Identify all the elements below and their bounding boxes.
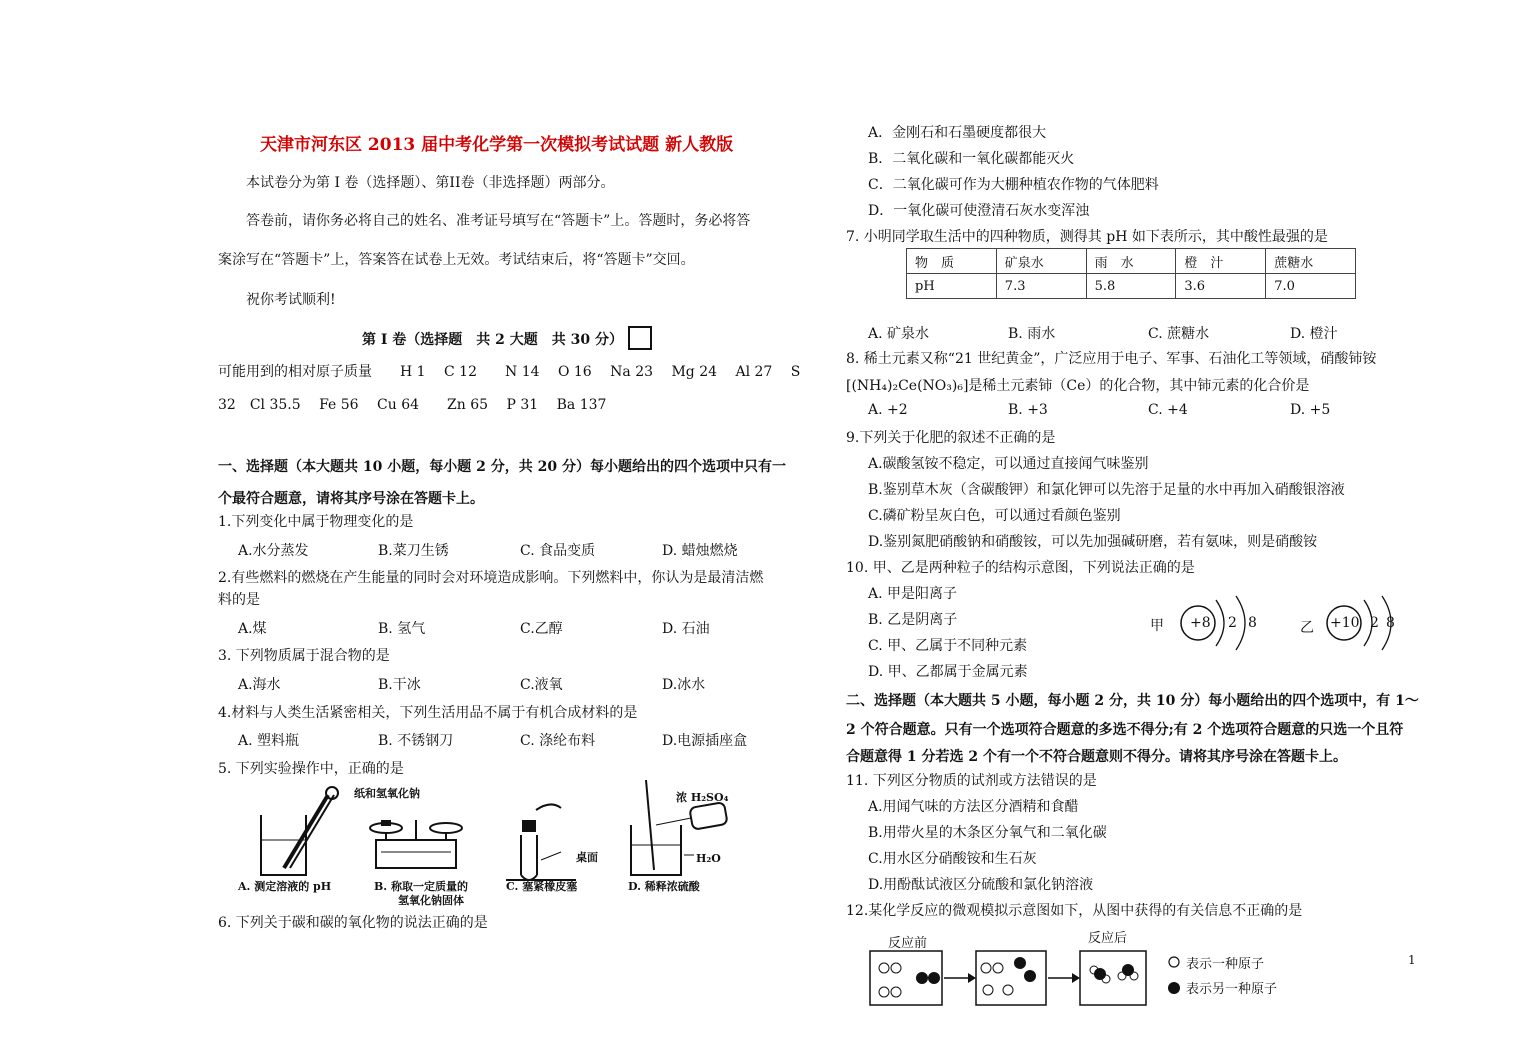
q8-stem-1: 8. 稀土元素又称“21 世纪黄金”，广泛应用于电子、军事、石油化工等领域，硝酸铈铵 <box>846 351 1377 367</box>
section2-line3: 合题意得 1 分若选 2 个有一个不符合题意则不得分。请将其序号涂在答题卡上。 <box>846 749 1347 765</box>
q2-option-c: C.乙醇 <box>520 621 563 637</box>
q5-label-water: H₂O <box>696 852 721 865</box>
atomic-mass-line1: 可能用到的相对原子质量 H 1 C 12 N 14 O 16 Na 23 Mg 24 Al 27 S <box>218 364 801 380</box>
balance-icon <box>370 820 462 868</box>
intro-p3: 祝你考试顺利! <box>246 292 336 308</box>
q2-option-a: A.煤 <box>238 621 267 637</box>
q10-option-b: B. 乙是阴离子 <box>868 612 958 628</box>
q11-option-a: A.用闻气味的方法区分酒精和食醋 <box>868 799 1079 815</box>
q5-caption-b1: B. 称取一定质量的 <box>374 880 468 893</box>
q4-option-a: A. 塑料瓶 <box>238 733 300 749</box>
exam-title: 天津市河东区 2013 届中考化学第一次模拟考试试题 新人教版 <box>260 135 734 155</box>
section2-line1: 二、选择题（本大题共 5 小题，每小题 2 分，共 10 分）每小题给出的四个选项中，有 1～ <box>846 693 1419 709</box>
q8-stem-2: [(NH₄)₂Ce(NO₃)₆]是稀土元素铈（Ce）的化合物，其中铈元素的化合价是 <box>846 378 1310 394</box>
table-cell: 橙 汁 <box>1176 249 1266 274</box>
q1-option-c: C. 食品变质 <box>520 543 596 559</box>
q10-option-a: A. 甲是阳离子 <box>868 586 958 602</box>
q11-option-b: B.用带火星的木条区分氧气和二氧化碳 <box>868 825 1107 841</box>
q5-caption-a: A. 测定溶液的 pH <box>238 880 332 893</box>
table-cell: 3.6 <box>1176 274 1266 299</box>
q12-legend-black: 表示另一种原子 <box>1186 982 1278 997</box>
q5-label-acid: 浓 H₂SO₄ <box>676 791 729 804</box>
q9-stem: 9.下列关于化肥的叙述不正确的是 <box>846 430 1056 446</box>
q3-option-d: D.冰水 <box>662 677 706 693</box>
q3-stem: 3. 下列物质属于混合物的是 <box>218 648 390 664</box>
atomic-mass-line2: 32 Cl 35.5 Fe 56 Cu 64 Zn 65 P 31 Ba 137 <box>218 397 607 413</box>
q5-caption-d: D. 稀释浓硫酸 <box>628 880 700 893</box>
yi-label: 乙 <box>1300 620 1314 636</box>
q7-option-b: B. 雨水 <box>1008 326 1056 342</box>
yi-shell-1: 2 <box>1370 615 1379 631</box>
q4-option-d: D.电源插座盒 <box>662 733 748 749</box>
q12-after-label: 反应后 <box>1088 931 1128 946</box>
q7-stem: 7. 小明同学取生活中的四种物质，测得其 pH 如下表所示，其中酸性最强的是 <box>846 229 1328 245</box>
table-cell: 蔗糖水 <box>1266 249 1356 274</box>
q8-option-b: B. +3 <box>1008 402 1048 418</box>
q11-stem: 11. 下列区分物质的试剂或方法错误的是 <box>846 773 1097 789</box>
q11-option-c: C.用水区分硝酸铵和生石灰 <box>868 851 1037 867</box>
q3-option-b: B.干冰 <box>378 677 421 693</box>
q9-option-d: D.鉴别氮肥硝酸钠和硝酸铵，可以先加强碱研磨，若有氨味，则是硝酸铵 <box>868 534 1318 550</box>
table-cell: 7.0 <box>1266 274 1356 299</box>
table-cell: pH <box>907 274 997 299</box>
q5-experiment-figures <box>236 780 736 885</box>
q4-option-b: B. 不锈钢刀 <box>378 733 454 749</box>
table-cell: 7.3 <box>996 274 1086 299</box>
score-box <box>628 326 652 350</box>
section1-line1: 一、选择题（本大题共 10 小题，每小题 2 分，共 20 分）每小题给出的四个选项中只有一 <box>218 459 786 475</box>
q5-stem: 5. 下列实验操作中，正确的是 <box>218 761 404 777</box>
q11-option-d: D.用酚酞试液区分硫酸和氯化钠溶液 <box>868 877 1094 893</box>
q12-legend-markers <box>1166 954 1182 998</box>
page-number: 1 <box>1408 953 1416 967</box>
jia-nucleus: +8 <box>1190 615 1211 631</box>
q1-option-a: A.水分蒸发 <box>238 543 309 559</box>
q2-option-b: B. 氢气 <box>378 621 426 637</box>
intro-p2b: 案涂写在“答题卡”上，答案答在试卷上无效。考试结束后，将“答题卡”交回。 <box>218 252 695 268</box>
q7-option-c: C. 蔗糖水 <box>1148 326 1210 342</box>
q10-option-d: D. 甲、乙都属于金属元素 <box>868 664 1028 680</box>
q6-option-c: C．二氧化碳可作为大棚种植农作物的气体肥料 <box>868 177 1159 193</box>
q9-option-a: A.碳酸氢铵不稳定，可以通过直接闻气味鉴别 <box>868 456 1149 472</box>
test-tube-icon <box>506 804 576 880</box>
q2-stem-2: 料的是 <box>218 592 260 608</box>
yi-shell-2: 8 <box>1386 615 1395 631</box>
table-cell: 物 质 <box>907 249 997 274</box>
q12-before-label: 反应前 <box>888 936 928 951</box>
q4-stem: 4.材料与人类生活紧密相关，下列生活用品不属于有机合成材料的是 <box>218 705 638 721</box>
jia-label: 甲 <box>1150 618 1164 634</box>
q3-option-c: C.液氧 <box>520 677 563 693</box>
q4-option-c: C. 涤纶布料 <box>520 733 596 749</box>
q7-ph-table <box>906 248 1356 299</box>
q1-stem: 1.下列变化中属于物理变化的是 <box>218 514 414 530</box>
jia-shell-2: 8 <box>1248 615 1257 631</box>
table-row <box>907 249 1356 274</box>
q10-option-c: C. 甲、乙属于不同种元素 <box>868 638 1028 654</box>
table-row <box>907 274 1356 299</box>
q8-option-a: A. +2 <box>868 402 908 418</box>
q1-option-d: D. 蜡烛燃烧 <box>662 543 738 559</box>
q5-label-desk: 桌面 <box>576 851 598 864</box>
q6-option-a: A．金刚石和石墨硬度都很大 <box>868 125 1047 141</box>
intro-p2a: 答卷前，请你务必将自己的姓名、准考证号填写在“答题卡”上。答题时，务必将答 <box>246 213 751 229</box>
q8-option-d: D. +5 <box>1290 402 1331 418</box>
q12-reaction-diagram <box>868 948 1168 1008</box>
q9-option-b: B.鉴别草木灰（含碳酸钾）和氯化钾可以先溶于足量的水中再加入硝酸银溶液 <box>868 482 1345 498</box>
q2-stem-1: 2.有些燃料的燃烧在产生能量的同时会对环境造成影响。下列燃料中，你认为是最清洁燃 <box>218 570 764 586</box>
intro-p1: 本试卷分为第 I 卷（选择题）、第II卷（非选择题）两部分。 <box>246 175 615 191</box>
q5-label-paper: 纸和氢氧化钠 <box>354 787 420 800</box>
q1-option-b: B.菜刀生锈 <box>378 543 449 559</box>
jia-shell-1: 2 <box>1228 615 1237 631</box>
yi-nucleus: +10 <box>1330 615 1360 631</box>
section2-line2: 2 个符合题意。只有一个选项符合题意的多选不得分;有 2 个选项符合题意的只选一个且符 <box>846 722 1404 738</box>
table-cell: 雨 水 <box>1086 249 1176 274</box>
q2-option-d: D. 石油 <box>662 621 710 637</box>
beaker-ph-test-icon <box>261 787 338 875</box>
q6-stem: 6. 下列关于碳和碳的氧化物的说法正确的是 <box>218 915 488 931</box>
table-cell: 5.8 <box>1086 274 1176 299</box>
q7-option-d: D. 橙汁 <box>1290 326 1338 342</box>
q10-stem: 10. 甲、乙是两种粒子的结构示意图，下列说法正确的是 <box>846 560 1195 576</box>
q3-option-a: A.海水 <box>238 677 281 693</box>
q6-option-d: D．一氧化碳可使澄清石灰水变浑浊 <box>868 203 1090 219</box>
q9-option-c: C.磷矿粉呈灰白色，可以通过看颜色鉴别 <box>868 508 1121 524</box>
table-cell: 矿泉水 <box>996 249 1086 274</box>
q12-legend-white: 表示一种原子 <box>1186 957 1265 972</box>
section1-line2: 个最符合题意，请将其序号涂在答题卡上。 <box>218 491 484 507</box>
q5-caption-b2: 氢氧化钠固体 <box>398 894 464 907</box>
q5-caption-c: C. 塞紧橡皮塞 <box>506 880 578 893</box>
part1-heading: 第 I 卷（选择题 共 2 大题 共 30 分） <box>362 332 624 348</box>
q12-stem: 12.某化学反应的微观模拟示意图如下，从图中获得的有关信息不正确的是 <box>846 903 1303 919</box>
q8-option-c: C. +4 <box>1148 402 1188 418</box>
q7-option-a: A. 矿泉水 <box>868 326 930 342</box>
q6-option-b: B．二氧化碳和一氧化碳都能灭火 <box>868 151 1075 167</box>
